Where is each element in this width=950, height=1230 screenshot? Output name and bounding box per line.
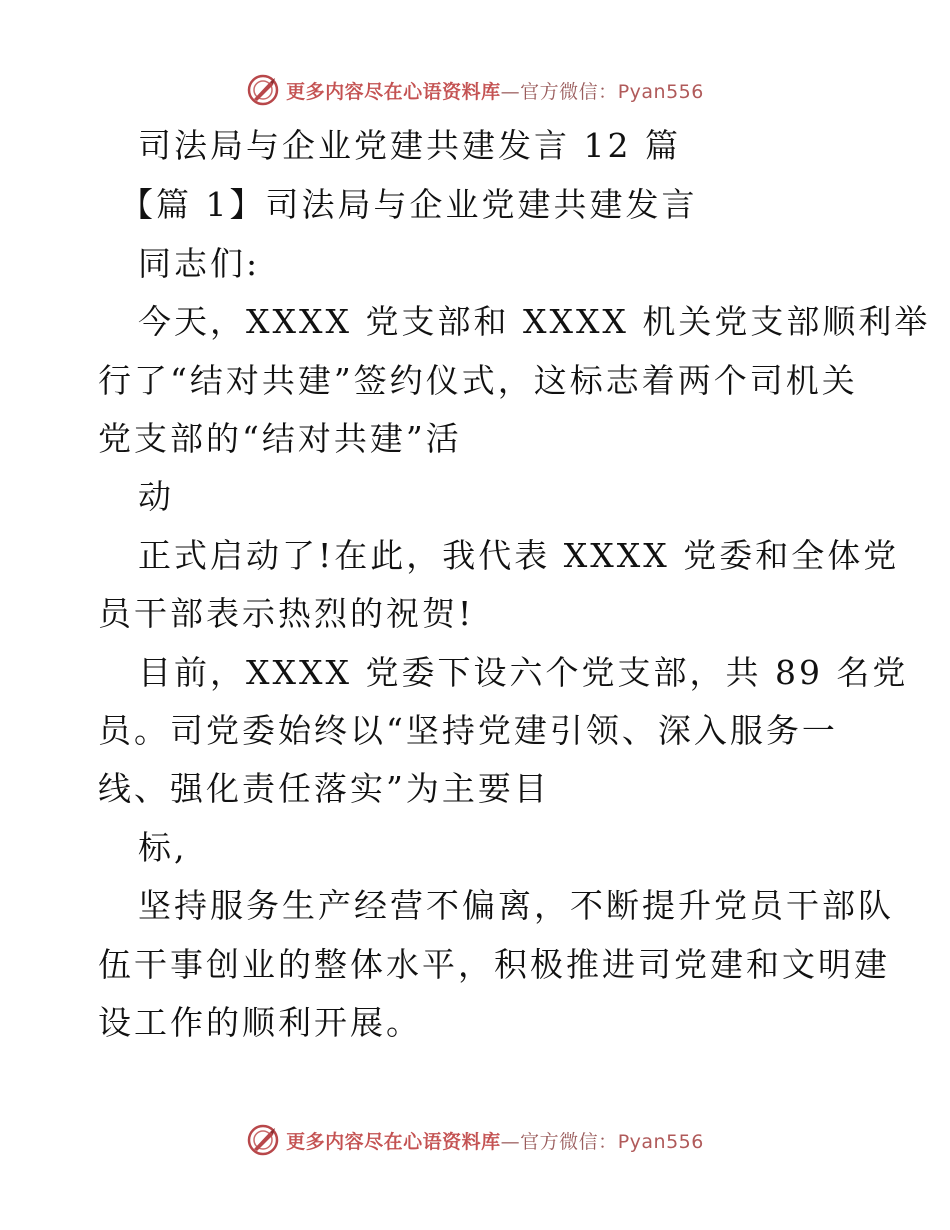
- paragraph-line: 员干部表示热烈的祝贺!: [98, 594, 475, 633]
- footer-watermark-banner: [0, 1120, 950, 1160]
- paragraph-line: 员。司党委始终以“坚持党建引领、深入服务一: [98, 711, 838, 750]
- paragraph-line: 标,: [138, 828, 188, 867]
- watermark-text: [286, 1127, 704, 1154]
- watermark-wechat-label: 官方微信：: [520, 80, 618, 103]
- paragraph-line: 正式启动了!在此，我代表 XXXX 党委和全体党: [138, 536, 900, 575]
- quill-logo-icon: [246, 1123, 280, 1157]
- document-title: 司法局与企业党建共建发言 12 篇: [138, 126, 681, 165]
- paragraph-line: 坚持服务生产经营不偏离，不断提升党员干部队: [138, 886, 894, 925]
- paragraph-line: 今天，XXXX 党支部和 XXXX 机关党支部顺利举: [138, 302, 931, 341]
- paragraph-line: 党支部的“结对共建”活: [98, 419, 462, 458]
- paragraph-line: 伍干事创业的整体水平，积极推进司党建和文明建: [98, 945, 890, 984]
- salutation: 同志们:: [138, 244, 261, 283]
- watermark-wechat-label: 官方微信：: [520, 1130, 618, 1153]
- watermark-wechat-id: Pyan556: [617, 80, 704, 103]
- quill-logo-icon: [246, 73, 280, 107]
- header-watermark-banner: [0, 70, 950, 110]
- watermark-separator: —: [500, 1130, 521, 1153]
- paragraph-line: 线、强化责任落实”为主要目: [98, 769, 550, 808]
- paragraph-line: 目前，XXXX 党委下设六个党支部，共 89 名党: [138, 653, 909, 692]
- paragraph-line: 设工作的顺利开展。: [98, 1003, 422, 1042]
- watermark-text: [286, 77, 704, 104]
- paragraph-line: 动: [138, 477, 174, 516]
- watermark-brand: 更多内容尽在心语资料库: [286, 1130, 501, 1153]
- section-heading: 【篇 1】司法局与企业党建共建发言: [120, 185, 698, 224]
- watermark-wechat-id: Pyan556: [617, 1130, 704, 1153]
- watermark-separator: —: [500, 80, 521, 103]
- paragraph-line: 行了“结对共建”签约仪式，这标志着两个司机关: [98, 361, 858, 400]
- watermark-brand: 更多内容尽在心语资料库: [286, 80, 501, 103]
